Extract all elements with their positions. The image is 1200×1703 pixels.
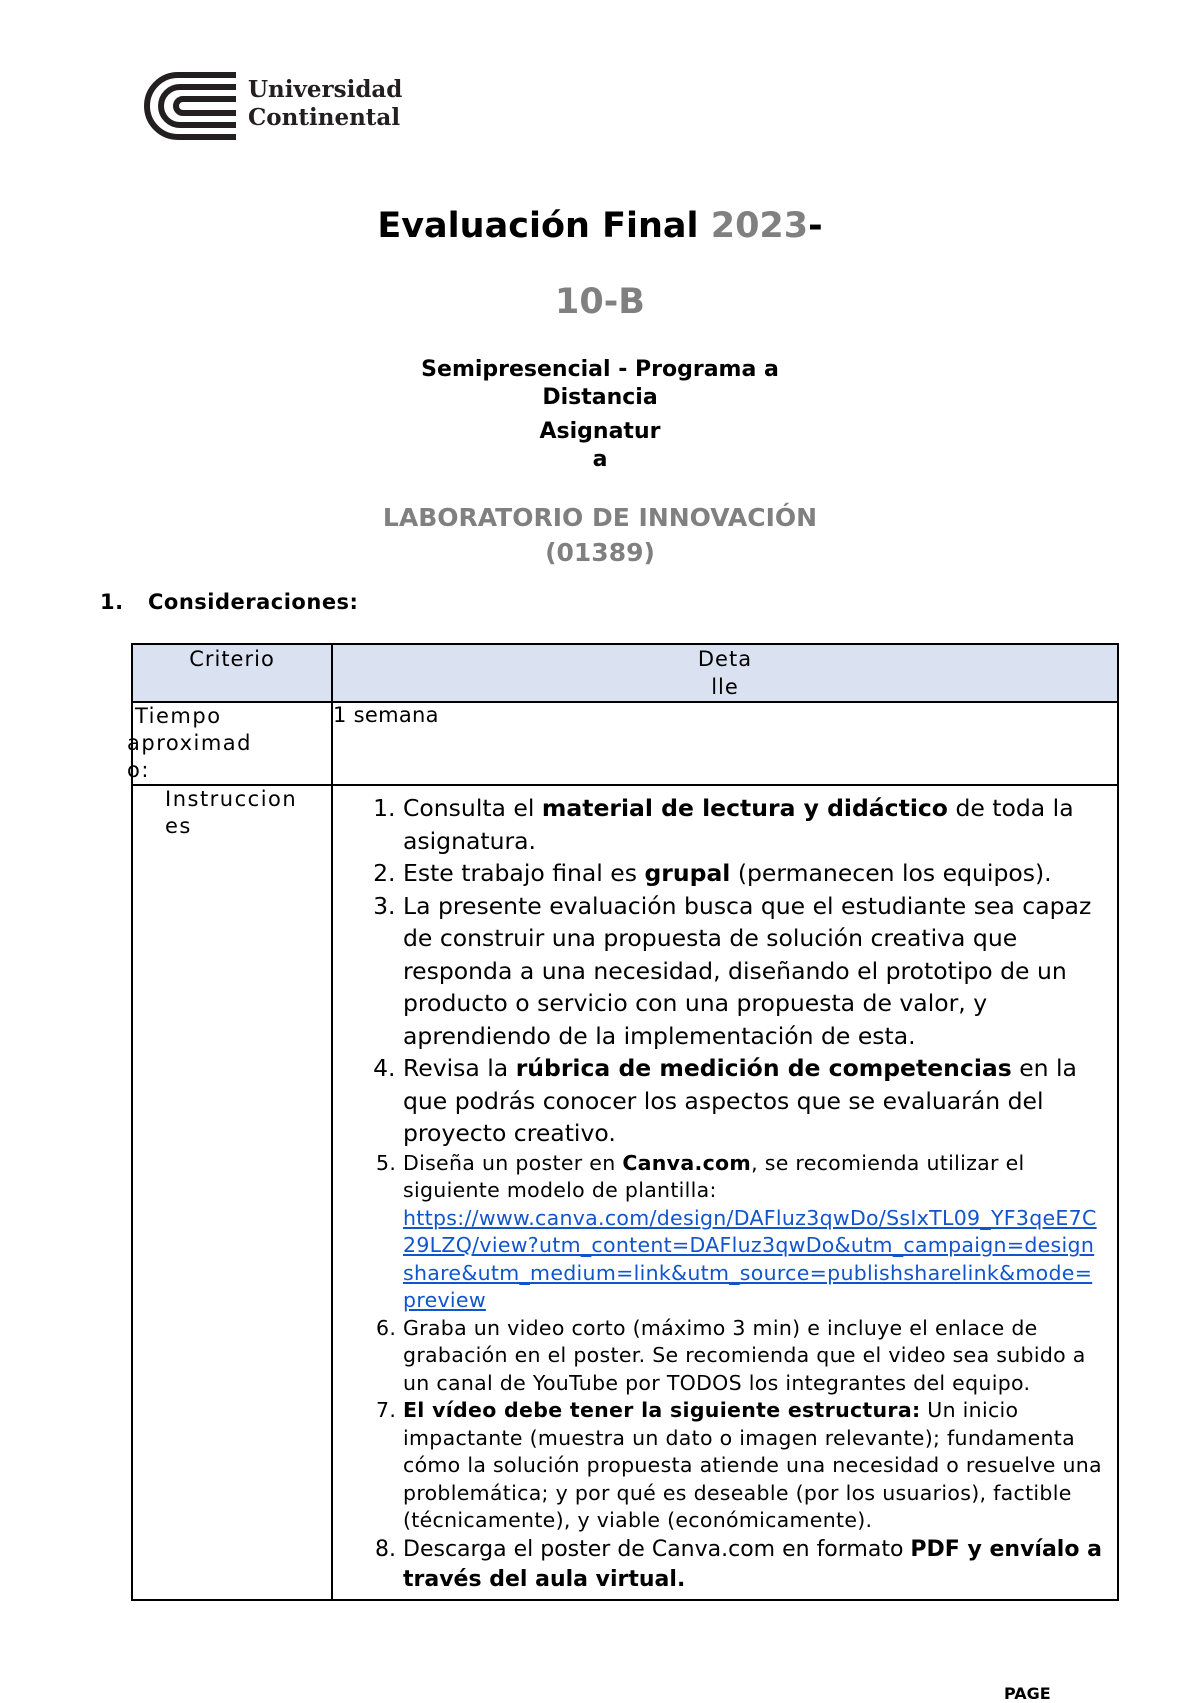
instructions-label-line-2: es [165,814,192,838]
section-title: Consideraciones: [148,590,359,614]
header-detalle-line-1: Deta [697,647,753,671]
list-item: 3. La presente evaluación busca que el estudiante sea capaz de construir una propuesta de solución creativa que responda a una necesidad, diseñando el prototipo de un producto o servicio con una propuesta de valor, y aprendiendo de la implementación de esta. [403,890,1105,1053]
list-item: 4. Revisa la rúbrica de medición de competencias en la que podrás conocer los aspectos que se evaluarán del proyecto creativo. [403,1052,1105,1150]
table-row [132,785,1118,1600]
modality-line-1: Semipresencial - Programa a [421,357,779,382]
logo-line-2: Continental [248,104,401,131]
canva-template-link[interactable]: https://www.canva.com/design/DAFluz3qwDo/SsIxTL09_YF3qeE7C29LZQ/view?utm_content=DAFluz3qwDo&utm_campaign=designshare&utm_medium=link&utm_source=publishsharelink&mode=preview [403,1205,1097,1312]
section-heading [100,590,358,614]
period-code: 10-B [555,282,645,322]
list-item: 2. Este trabajo final es grupal (permanecen los equipos). [403,857,1105,890]
header-criterio: Criterio [132,644,332,702]
modality-line-2: Distancia [542,385,658,410]
section-number: 1. [100,590,124,614]
time-label-line-2: aproximad [127,731,252,755]
title-year: 2023 [710,206,809,246]
time-value: 1 semana [332,702,1118,785]
considerations-table [127,643,1119,1601]
instructions-label-line-1: Instruccion [165,787,298,811]
course-name: LABORATORIO DE INNOVACIÓN [382,503,818,532]
instructions-cell [332,785,1118,1600]
header-detalle [332,644,1118,702]
list-item: 7. El vídeo debe tener la siguiente estructura: Un inicio impactante (muestra un dato o imagen relevante); fundamenta cómo la solución propuesta atiende una necesidad o resuelve una problemática; y por qué es deseable (por los usuarios), factible (técnicamente), y viable (económicamente). [403,1397,1105,1535]
table-header-row [132,644,1118,702]
list-item: 8. Descarga el poster de Canva.com en formato PDF y envíalo a través del aula virtual. [403,1535,1105,1595]
list-item: 1. Consulta el material de lectura y didáctico de toda la asignatura. [403,792,1105,857]
time-label [127,702,332,785]
list-item: 6. Graba un video corto (máximo 3 min) e incluye el enlace de grabación en el poster. Se recomienda que el video sea subido a un canal de YouTube por TODOS los integrantes del equipo. [403,1315,1105,1398]
subject-label-line-1: Asignatur [539,419,661,444]
university-name [248,76,402,132]
page-number-field: PAGE [1004,1684,1051,1703]
document-title [0,206,1200,246]
instructions-list [333,786,1117,1599]
subject-label [0,418,1200,474]
list-item: 5. Diseña un poster en Canva.com, se recomienda utilizar el siguiente modelo de plantilla: https://www.canva.com/design/DAFluz3qwDo/SsIxTL09_YF3qeE7C29LZQ/view?utm_content=DAFluz3qwDo&utm_campaign=designshare&utm_medium=link&utm_source=publishsharelink&mode=preview [403,1150,1105,1315]
course-title [0,500,1200,570]
time-label-line-3: o: [127,758,150,782]
instructions-label [132,785,332,1600]
title-dash: - [808,206,823,246]
title-main: Evaluación Final [377,206,711,246]
table-row [132,702,1118,785]
header-detalle-line-2: lle [711,675,739,699]
time-label-line-1: Tiempo [135,704,222,728]
modality [0,356,1200,412]
subject-label-line-2: a [592,447,608,472]
logo-line-1: Universidad [248,76,403,103]
course-code: (01389) [545,538,655,567]
